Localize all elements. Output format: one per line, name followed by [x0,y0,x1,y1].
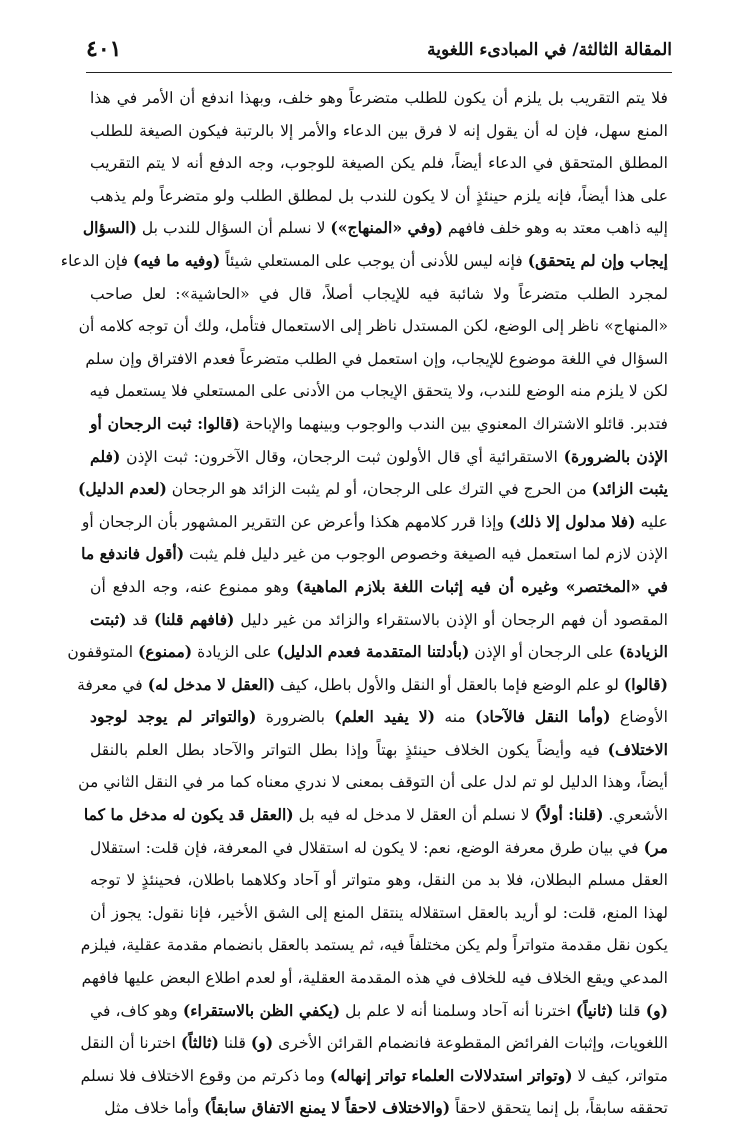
matn-text: يثبت الزائد) [591,479,668,499]
sharh-text: فيه وأيضاً يكون الخلاف حينئذٍ بهتاً وإذا بطل التواتر والآحاد بطل العلم بالنقل [90,740,608,759]
sharh-text: المدعي ويقع الخلاف فيه للخلاف في هذه المقدمة العقلية، أو لعدم اطلاع البعض عليها فافهم [81,969,668,988]
text-line [81,962,668,995]
matn-text: (فافهم قلنا) [153,609,235,629]
sharh-text: قلنا [613,1001,646,1020]
text-line [90,734,668,767]
sharh-text: أيضاً، وهذا الدليل لو تم لدل على أن التوقف بمعنى لا ندري معناه كما مر في النقل الثاني من [78,773,668,792]
matn-text: (فلا مدلول إلا ذلك) [508,511,636,531]
text-line [90,1092,668,1125]
sharh-text: الاستقرائية أي قال الأولون ثبت الرجحان، وقال الآخرون: ثبت الإذن [120,447,564,466]
text-line [80,929,668,962]
sharh-text: المنع سهل، فإن له أن يقول إنه لا فرق بين الدعاء والأمر إلا بالرتبة فيكون الصيغة للطلب [90,121,668,140]
matn-text: (ثبتت [90,609,127,629]
matn-text: (العقل لا مدخل له) [147,674,276,694]
text-line [90,147,668,180]
text-line [90,995,668,1028]
matn-text: في «المختصر» وغيره أن فيه إثبات اللغة بلازم الماهية) [295,576,668,596]
text-line [82,212,668,245]
sharh-text: لو علم الوضع فإما بالعقل أو النقل والأول باطل، كيف [275,675,624,694]
text-line [90,82,668,115]
sharh-text: اللغويات، وإثبات الفرائض المقطوعة فانضمام القرائن الأخرى [273,1034,668,1053]
text-line [60,245,668,278]
sharh-text: متواتر، كيف لا [572,1066,668,1085]
text-line [80,1027,668,1060]
sharh-text: قد [126,610,154,629]
body-text [60,82,668,1125]
matn-text: (ثانياً) [575,1000,614,1020]
text-line [81,538,668,571]
matn-text: الاختلاف) [607,739,668,759]
sharh-text: في معرفة [77,675,148,694]
sharh-text: العقل مسلم البطلان، فلا بد من النقل، وهو متواتر أو آحاد وكلاهما باطلان، فحينئذٍ لا توجه [90,871,668,890]
matn-text: (ممنوع) [138,642,193,662]
matn-text: الإذن بالضرورة) [563,446,668,466]
sharh-text: السؤال في اللغة موضوع للإيجاب، وإن استعمل في الطلب متضرعاً فعدم الافتراق وإن سلم [85,349,668,368]
sharh-text: عليه [635,512,668,531]
sharh-text: تحققه سابقاً، بل إنما يتحقق لاحقاً [450,1099,668,1118]
sharh-text: فتدبر. قائلو الاشتراك المعنوي بين الندب والوجوب وبينهما والإباحة [239,414,668,433]
sharh-text: إليه ذاهب معتد به وهو خلف فافهم [442,219,668,238]
text-line [78,766,668,799]
text-line [90,571,668,604]
text-line [83,799,668,832]
matn-text: (يكفي الظن بالاستقراء) [182,1000,341,1020]
matn-text: (قالوا) [623,674,668,694]
sharh-text: لمجرد الطلب متضرعاً ولا شائبة فيه للإيجاب أصلاً، قال في «الحاشية»: لعل صاحب [90,284,668,303]
sharh-text: منه [434,708,476,727]
matn-text: مر) [643,837,668,857]
matn-text: إيجاب وإن لم يتحقق) [527,250,668,270]
matn-text: (بأدلتنا المتقدمة فعدم الدليل) [276,642,470,662]
text-line [78,310,668,343]
matn-text: (قالوا: ثبت الرجحان أو [90,413,240,433]
matn-text: (السؤال [82,218,137,238]
page-number: ٤٠١ [86,36,122,62]
matn-text: (و) [250,1033,274,1053]
matn-text: (فلم [90,446,121,466]
text-line [85,343,668,376]
page-header [86,32,672,73]
text-line [77,473,668,506]
matn-text: (ثالثاً) [180,1033,219,1053]
sharh-text: على الرجحان أو الإذن [469,643,619,662]
matn-text: (أقول فاندفع ما [81,544,185,564]
sharh-text: الأشعري. [603,806,668,825]
sharh-text: فإنه ليس للأدنى أن يوجب على المستعلي شيئاً [220,251,528,270]
text-line [67,636,668,669]
sharh-text: على هذا أيضاً، فإنه يلزم حينئذٍ أن لا يكون للندب بل لمطلق الطلب ولو متضرعاً ولم يذهب [90,186,668,205]
sharh-text: المتوقفون [67,643,138,662]
matn-text: (و) [645,1000,668,1020]
sharh-text: لا نسلم أن العقل لا مدخل له فيه بل [293,806,535,825]
sharh-text: في بيان طرق معرفة الوضع، نعم: لا يكون له استقلال في المعرفة، فإن قلت: استقلال [90,838,644,857]
matn-text: (لا يفيد العلم) [334,707,435,727]
sharh-text: اخترنا أنه آحاد وسلمنا أنه لا علم بل [340,1001,576,1020]
sharh-text: على الزيادة [192,643,277,662]
matn-text: (والتواتر لم يوجد لوجود [90,707,257,727]
text-line [90,864,668,897]
sharh-text: بالضرورة [256,708,335,727]
matn-text: (وأما النقل فالآحاد) [475,707,611,727]
text-line [80,1060,668,1093]
matn-text: (العقل قد يكون له مدخل ما كما [83,805,294,825]
text-line [90,278,668,311]
matn-text: (قلنا: أولاً) [534,805,604,825]
sharh-text: من الحرج في الترك على الرجحان، أو لم يثبت الزائد هو الرجحان [166,480,592,499]
matn-text: الزيادة) [618,642,668,662]
sharh-text: لا نسلم أن السؤال للندب بل [136,219,331,238]
running-title: المقالة الثالثة/ في المبادىء اللغوية [427,40,672,60]
text-line [90,441,668,474]
sharh-text: الأوضاع [610,708,668,727]
sharh-text: لكن لا يلزم منه الوضع للندب، ولا يتحقق الإيجاب من الأدنى على المستعلي فلا يستعمل فيه [89,382,668,401]
text-line [81,506,668,539]
text-line [90,701,668,734]
sharh-text: فلا يتم التقريب بل يلزم أن يكون للطلب متضرعاً وهو خلف، وبهذا اندفع أن الأمر في هذا [90,89,668,107]
sharh-text: وأما خلاف مثل [104,1099,205,1118]
text-line [90,408,668,441]
sharh-text: «المنهاج» ناظر إلى الوضع، لكن المستدل ناظر إلى الاستعمال فتأمل، ولك أن توجه كلامه أن [78,317,668,336]
matn-text: (والاختلاف لاحقاً لا يمنع الاتفاق سابقاً) [204,1098,451,1118]
sharh-text: وهو كاف، في [90,1001,183,1020]
text-line [90,375,668,408]
sharh-text: الإذن لازم لما استعمل فيه الصيغة وخصوص الوجوب من غير دليل فلم يثبت [184,545,668,564]
sharh-text: وما ذكرتم من وقوع الاختلاف فلا نسلم [80,1066,330,1085]
text-line [90,832,668,865]
text-line [90,897,668,930]
sharh-text: وهو ممنوع عنه، وجه الدفع أن [90,577,296,596]
sharh-text: قلنا [218,1034,251,1053]
sharh-text: المطلق المتحقق في الدعاء أيضاً، فلم يكن الصيغة للوجوب، وجه الدفع أنه لا يتم التقريب [90,154,668,173]
sharh-text: يكون نقل مقدمة متواتراً ولم يكن مختلفاً فيه، ثم يستمد بالعقل بانضمام مقدمة عقلية، فيلزم [80,936,668,955]
matn-text: (وفي «المنهاج») [330,218,443,238]
sharh-text: لهذا المنع، قلت: لو أريد بالعقل استقلاله ينتقل المنع إلى الشق الأخير، فإنا نقول: يجوز أن [90,903,668,922]
matn-text: (وفيه ما فيه) [132,250,221,270]
sharh-text: المقصود أن فهم الرجحان أو الإذن بالاستقراء والزائد من غير دليل [234,610,668,629]
sharh-text: فإن الدعاء [60,251,133,270]
matn-text: (لعدم الدليل) [77,479,167,499]
text-line [90,604,668,637]
text-line [77,669,668,702]
sharh-text: وإذا قرر كلامهم هكذا وأعرض عن التقرير المشهور بأن الرجحان أو [81,512,509,531]
matn-text: (وتواتر استدلالات العلماء تواتر إنهاله) [329,1065,573,1085]
sharh-text: اخترنا أن النقل [80,1034,181,1053]
text-line [90,180,668,213]
text-line [90,115,668,148]
